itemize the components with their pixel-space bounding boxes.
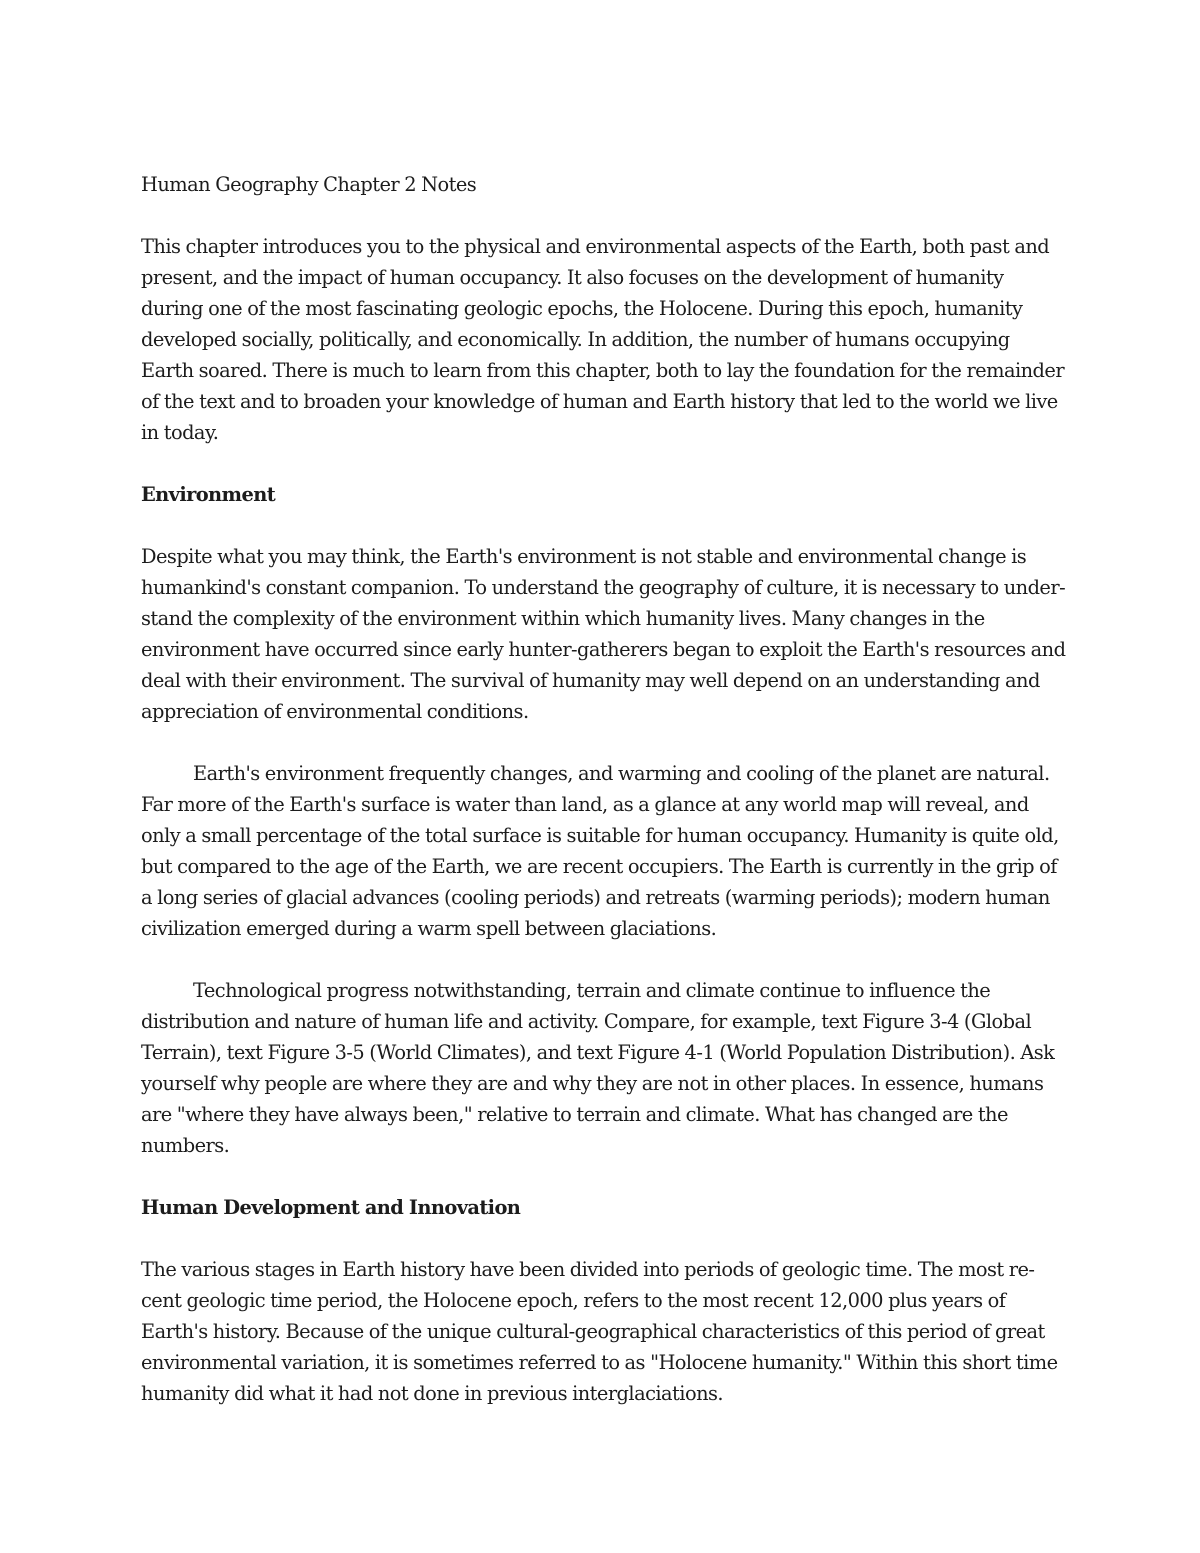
- environment-paragraph-3: Technological progress notwithstanding, terrain and climate continue to influence the distribution and nature of human life and activity. Compare, for example, text Figure 3-4 (Global Terrain), text Figure 3-5 (World Climates), and text Figure 4-1 (World Population Distribution). Ask yourself why people are where they are and why they are not in other places. In essence, humans are "where they have always been," relative to terrain and climate. What has changed are the numbers.: [141, 979, 1055, 1157]
- section-heading-human-development: Human Development and Innovation: [141, 1196, 521, 1219]
- intro-paragraph: This chapter introduces you to the physical and environmental aspects of the Earth, both past and present, and the impact of human occupancy. It also focuses on the development of humanity during one of the most fascinating geologic epochs, the Holocene. During this epoch, humanity developed socially, politically, and economically. In addition, the number of humans occupying Earth soared. There is much to learn from this chapter, both to lay the foundation for the remainder of the text and to broaden your knowledge of human and Earth history that led to the world we live in today.: [141, 235, 1065, 444]
- document-page: [141, 169, 1066, 1440]
- environment-paragraph-1: Despite what you may think, the Earth's environment is not stable and environmental change is humankind's constant companion. To understand the geography of culture, it is necessary to under-stand the complexity of the environment within which humanity lives. Many changes in the environment have occurred since early hunter-gatherers began to exploit the Earth's resources and deal with their environment. The survival of humanity may well depend on an understanding and appreciation of environmental conditions.: [141, 545, 1066, 723]
- human-development-paragraph-1: The various stages in Earth history have been divided into periods of geologic time. The most re-cent geologic time period, the Holocene epoch, refers to the most recent 12,000 plus years of Earth's history. Because of the unique cultural-geographical characteristics of this period of great environmental variation, it is sometimes referred to as "Holocene humanity." Within this short time humanity did what it had not done in previous interglaciations.: [141, 1258, 1058, 1405]
- document-title: Human Geography Chapter 2 Notes: [141, 173, 477, 196]
- environment-paragraph-2: Earth's environment frequently changes, and warming and cooling of the planet are natural. Far more of the Earth's surface is water than land, as a glance at any world map will reveal, and only a small percentage of the total surface is suitable for human occupancy. Humanity is quite old, but compared to the age of the Earth, we are recent occupiers. The Earth is currently in the grip of a long series of glacial advances (cooling periods) and retreats (warming periods); modern human civilization emerged during a warm spell between glaciations.: [141, 762, 1059, 940]
- section-heading-environment: Environment: [141, 483, 276, 506]
